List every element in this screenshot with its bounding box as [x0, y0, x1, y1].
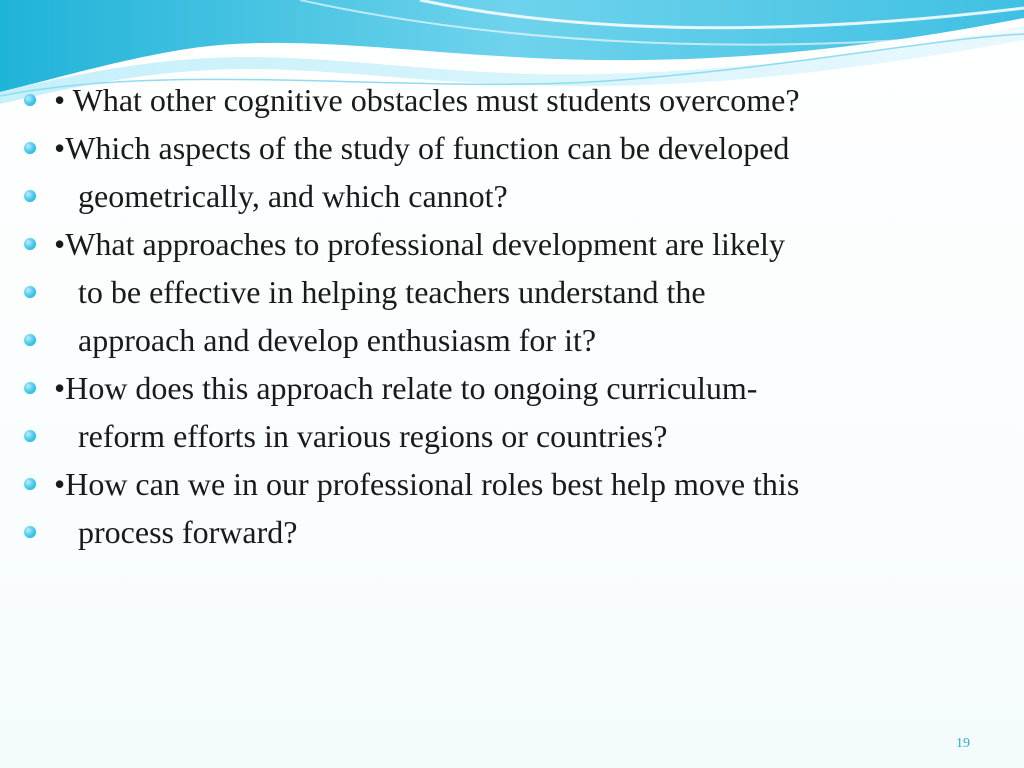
bullet-line — [24, 221, 1014, 269]
bullet-icon — [24, 190, 36, 202]
bullet-line — [24, 317, 1014, 365]
bullet-icon — [24, 334, 36, 346]
bullet-text: •How can we in our professional roles best help move this — [54, 466, 800, 502]
bullet-icon — [24, 478, 36, 490]
bullet-icon — [24, 238, 36, 250]
bullet-text: process forward? — [54, 514, 298, 550]
bullet-text: • What other cognitive obstacles must students overcome? — [54, 82, 800, 118]
bullet-text: •How does this approach relate to ongoing curriculum- — [54, 370, 758, 406]
bullet-line — [24, 125, 1014, 173]
bullet-icon — [24, 526, 36, 538]
bullet-text: to be effective in helping teachers understand the — [54, 274, 706, 310]
bullet-icon — [24, 286, 36, 298]
bullet-line — [24, 413, 1014, 461]
bullet-line — [24, 77, 1014, 125]
bullet-line — [24, 173, 1014, 221]
bullet-text: approach and develop enthusiasm for it? — [54, 322, 597, 358]
bullet-icon — [24, 94, 36, 106]
bullet-list — [24, 77, 1014, 557]
bullet-icon — [24, 430, 36, 442]
bullet-text: •Which aspects of the study of function can be developed — [54, 130, 790, 166]
bullet-text: geometrically, and which cannot? — [54, 178, 508, 214]
bullet-line — [24, 509, 1014, 557]
bullet-icon — [24, 142, 36, 154]
bullet-line — [24, 365, 1014, 413]
bullet-text: reform efforts in various regions or countries? — [54, 418, 668, 454]
bullet-line — [24, 269, 1014, 317]
bullet-line — [24, 461, 1014, 509]
slide-number: 19 — [956, 736, 970, 751]
bullet-icon — [24, 382, 36, 394]
bullet-text: •What approaches to professional development are likely — [54, 226, 785, 262]
